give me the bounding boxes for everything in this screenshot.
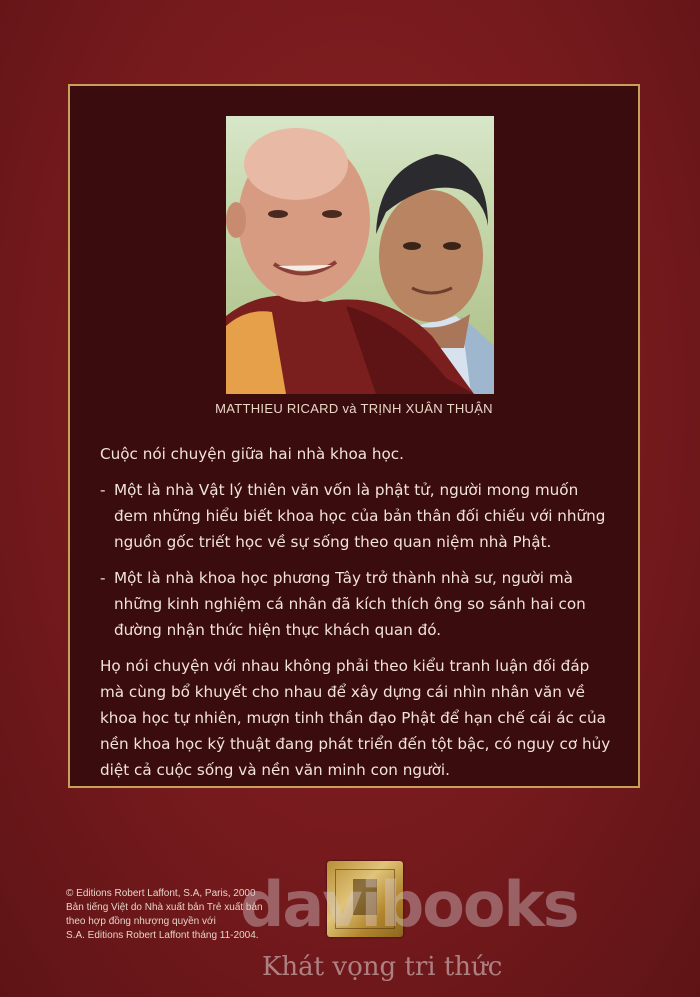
bullet-item — [100, 565, 612, 643]
description-text — [100, 441, 612, 793]
intro-paragraph: Cuộc nói chuyện giữa hai nhà khoa học. — [100, 445, 404, 463]
author-photo — [226, 116, 494, 394]
conclusion-paragraph: Họ nói chuyện với nhau không phải theo kiểu tranh luận đối đáp mà cùng bổ khuyết cho nhau để xây dựng cái nhìn nhân văn về khoa học tự nhiên, mượn tinh thần đạo Phật để hạn chế cái ác của nền khoa học kỹ thuật đang phát triển đến tột bậc, có nguy cơ hủy diệt cả cuộc sống và nền văn minh con người. — [100, 657, 611, 779]
photo-caption: MATTHIEU RICARD và TRỊNH XUÂN THUẬN — [215, 401, 493, 416]
copyright-line: theo hợp đồng nhượng quyền với — [66, 916, 216, 927]
copyright-line: S.A. Editions Robert Laffont tháng 11-2004. — [66, 930, 259, 941]
bullet-item — [100, 477, 612, 555]
bullet-dash: - — [100, 481, 106, 499]
watermark-tagline: Khát vọng tri thức — [262, 952, 503, 982]
copyright-line: © Editions Robert Laffont, S.A, Paris, 2000 — [66, 888, 256, 899]
copyright-line: Bản tiếng Việt do Nhà xuất bản Trẻ xuất bản — [66, 902, 263, 913]
bullet-dash: - — [100, 569, 106, 587]
bullet-text: Một là nhà Vật lý thiên văn vốn là phật tử, người mong muốn đem những hiểu biết khoa học của bản thân đối chiếu với những nguồn gốc triết học về sự sống theo quan niệm nhà Phật. — [114, 481, 606, 551]
bullet-text: Một là nhà khoa học phương Tây trở thành nhà sư, người mà những kinh nghiệm cá nhân đã kích thích ông so sánh hai con đường nhận thức hiện thực khách quan đó. — [114, 569, 586, 639]
watermark-brand: davibooks — [240, 868, 578, 941]
